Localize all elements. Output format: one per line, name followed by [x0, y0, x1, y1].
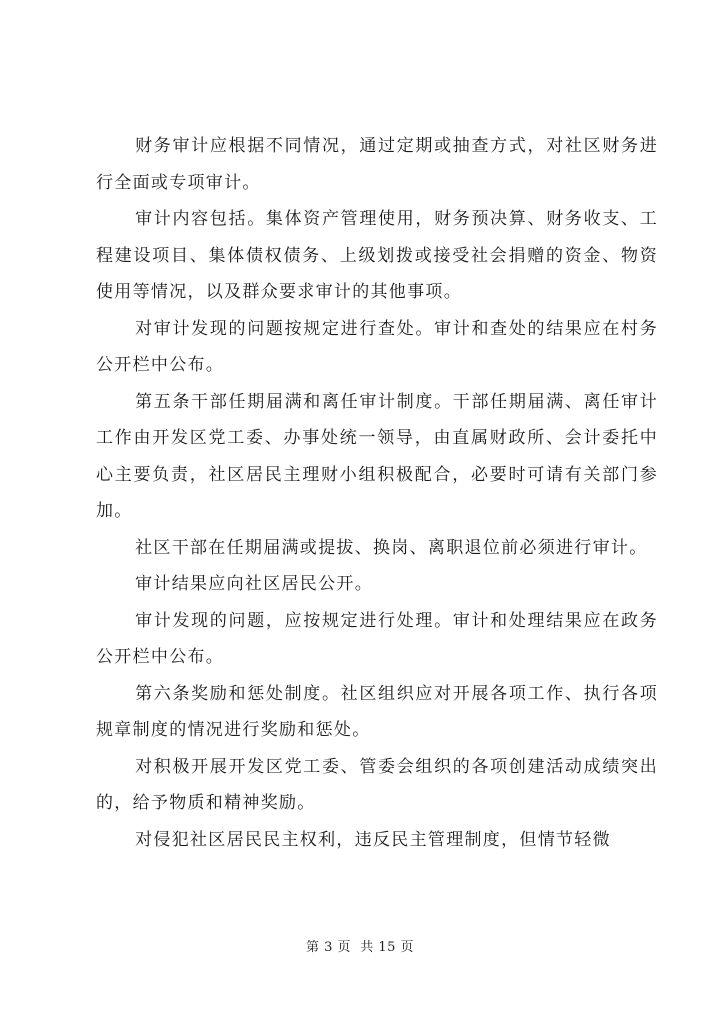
document-body	[96, 128, 658, 858]
paragraph: 社区干部在任期届满或提拔、换岗、离职退位前必须进行审计。	[135, 537, 648, 558]
paragraph: 第六条奖励和惩处制度。社区组织应对开展各项工作、执行各项规章制度的情况进行奖励和惩处。	[96, 683, 658, 740]
paragraph: 财务审计应根据不同情况，通过定期或抽查方式，对社区财务进行全面或专项审计。	[96, 136, 658, 193]
page-footer	[0, 936, 720, 955]
page-number-label: 第 3 页 共 15 页	[305, 940, 415, 955]
paragraph: 对审计发现的问题按规定进行查处。审计和查处的结果应在村务公开栏中公布。	[96, 318, 658, 375]
paragraph: 审计内容包括。集体资产管理使用，财务预决算、财务收支、工程建设项目、集体债权债务、上级划拨或接受社会捐赠的资金、物资使用等情况，以及群众要求审计的其他事项。	[96, 209, 658, 302]
paragraph: 对侵犯社区居民民主权利，违反民主管理制度，但情节轻微	[135, 829, 611, 850]
paragraph: 对积极开展开发区党工委、管委会组织的各项创建活动成绩突出的，给予物质和精神奖励。	[96, 756, 658, 813]
paragraph: 第五条干部任期届满和离任审计制度。干部任期届满、离任审计工作由开发区党工委、办事处统一领导，由直属财政所、会计委托中心主要负责，社区居民主理财小组积极配合，必要时可请有关部门参加。	[96, 391, 658, 521]
paragraph: 审计发现的问题，应按规定进行处理。审计和处理结果应在政务公开栏中公布。	[96, 610, 658, 667]
paragraph: 审计结果应向社区居民公开。	[135, 574, 373, 594]
